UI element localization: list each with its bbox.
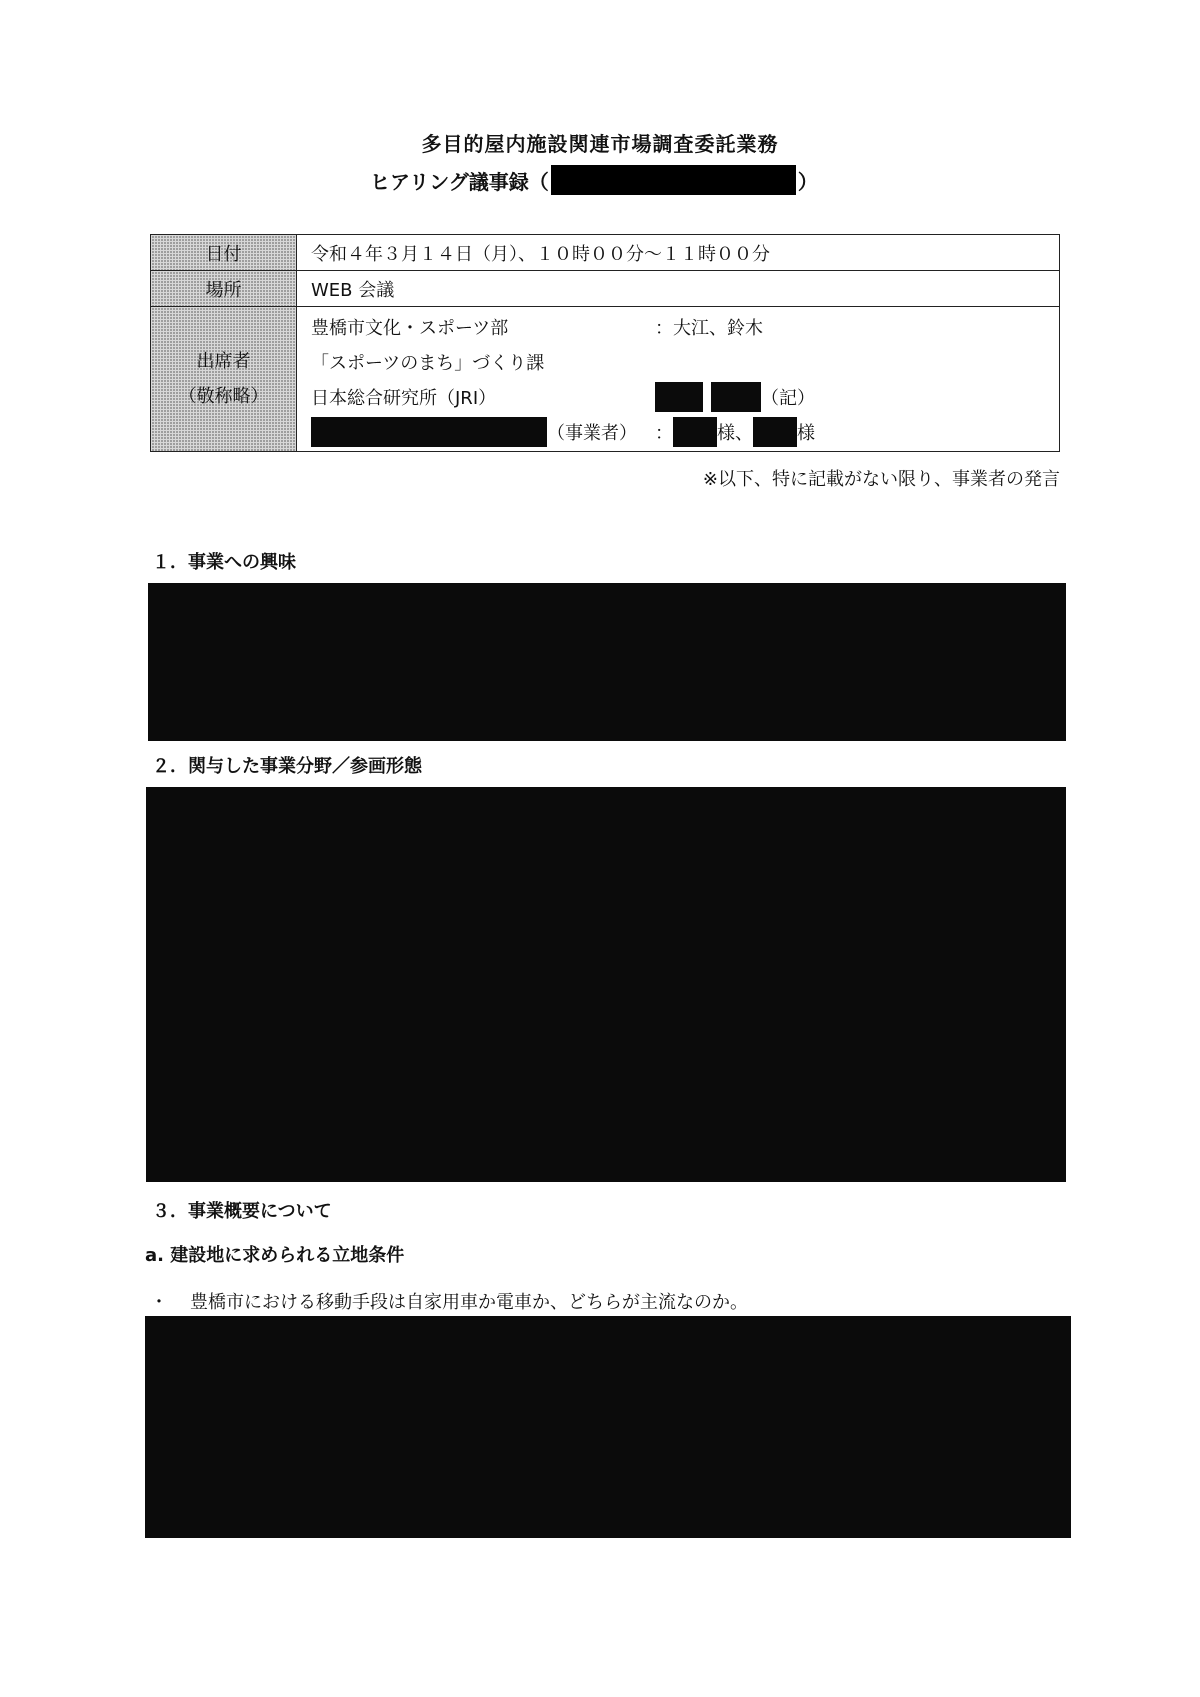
attendees-label-line2: （敬称略） <box>178 386 269 407</box>
subtitle-suffix: ） <box>797 169 818 194</box>
bullet-text: 豊橋市における移動手段は自家用車か電車か、どちらが主流なのか。 <box>190 1292 748 1313</box>
attendee-4-names <box>655 417 815 447</box>
redacted-company-name <box>551 165 796 195</box>
attendee-1-org: 豊橋市文化・スポーツ部 <box>311 317 509 339</box>
redacted-block <box>146 787 1066 1182</box>
section-1-heading: １．事業への興味 <box>152 552 296 573</box>
attendee-3-suffix: （記） <box>761 387 815 409</box>
attendees-value <box>297 307 1060 452</box>
redacted-company <box>311 417 547 447</box>
redacted-name <box>655 382 703 412</box>
date-label: 日付 <box>151 235 297 271</box>
section-3-heading: ３．事業概要について <box>152 1201 332 1222</box>
redacted-name <box>711 382 761 412</box>
attendee-3-org: 日本総合研究所（JRI） <box>311 387 497 409</box>
subtitle-prefix: ヒアリング議事録（ <box>370 169 549 194</box>
document-title: 多目的屋内施設関連市場調査委託業務 <box>421 132 779 156</box>
attendee-line-1 <box>311 309 1059 344</box>
section-3a-heading: a. 建設地に求められる立地条件 <box>145 1245 405 1266</box>
attendees-label-line1: 出席者 <box>196 351 251 372</box>
attendee-3-names <box>655 382 815 412</box>
document-subtitle <box>370 165 818 195</box>
attendee-4-sama1: 様、 <box>717 422 753 444</box>
meeting-info-table <box>150 234 1060 452</box>
attendee-line-4 <box>311 414 1059 449</box>
attendee-1-names: ：大江、鈴木 <box>655 317 763 339</box>
redacted-block <box>145 1316 1071 1538</box>
speaker-note: ※以下、特に記載がない限り、事業者の発言 <box>702 469 1060 490</box>
redacted-name <box>673 417 717 447</box>
attendee-2-org: 「スポーツのまち」づくり課 <box>311 352 545 374</box>
attendee-4-colon: ： <box>655 422 673 444</box>
row-date <box>151 235 1060 271</box>
row-attendees <box>151 307 1060 452</box>
redacted-name <box>753 417 797 447</box>
row-place <box>151 271 1060 307</box>
redacted-block <box>148 583 1066 741</box>
list-item <box>150 1288 748 1314</box>
attendee-4-suffix: （事業者） <box>547 422 637 444</box>
attendees-label <box>151 307 297 452</box>
date-value: 令和４年３月１４日（月）、１０時００分～１１時００分 <box>297 235 1060 271</box>
section-2-heading: ２．関与した事業分野／参画形態 <box>152 756 422 777</box>
attendee-line-3 <box>311 379 1059 414</box>
place-label: 場所 <box>151 271 297 307</box>
attendee-4-sama2: 様 <box>797 422 815 444</box>
place-value: WEB 会議 <box>297 271 1060 307</box>
attendee-line-2 <box>311 344 1059 379</box>
bullet-mark: ・ <box>150 1292 168 1313</box>
